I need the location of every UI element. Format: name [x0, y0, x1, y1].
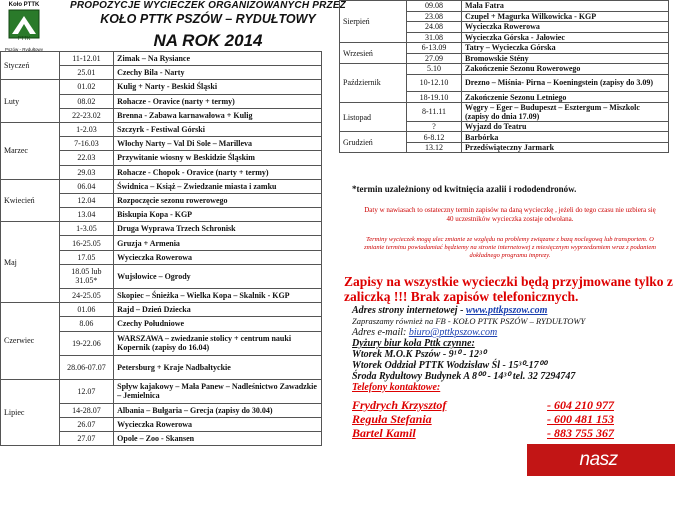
svg-text:PTTK: PTTK [17, 36, 31, 42]
deadline-note: Daty w nawiasach to ostateczny termin zapisów na daną wycieczkę , jeżeli do tego czasu nie uzbiera się 40 uczestników wycieczka zostaje odwołana. [364, 206, 656, 223]
phones-title: Telefony kontaktowe: [352, 382, 441, 393]
date-cell: 25.01 [59, 66, 114, 80]
date-cell: 22.03 [59, 151, 114, 165]
schedule-table-right [339, 0, 669, 153]
logo-bottom-text: Pszów - Rydułtowy [4, 47, 43, 52]
date-cell: 06.04 [59, 179, 114, 193]
date-cell: 18-19.10 [407, 92, 462, 103]
contacts-list [352, 398, 672, 440]
email-link[interactable]: biuro@pttkpszow.com [408, 327, 498, 338]
table-row [1, 80, 322, 94]
month-cell: Sierpień [340, 1, 407, 43]
date-cell: 6-8.12 [407, 132, 462, 143]
event-cell: Wujsłowice – Ogrody [114, 264, 322, 288]
event-cell: Kulig + Narty - Beskid Śląski [114, 80, 322, 94]
event-cell: Węgry – Eger – Budupeszt – Esztergum – Miszkolc (zapisy do dnia 17.09) [462, 102, 669, 121]
event-cell: Bromowskie Stény [462, 53, 669, 64]
table-row [340, 64, 669, 75]
date-cell: 7-16.03 [59, 137, 114, 151]
event-cell: Czechy Bila - Narty [114, 66, 322, 80]
event-cell: Opole – Zoo - Skansen [114, 432, 322, 446]
pttk-emblem-icon [3, 8, 45, 42]
event-cell: Szczyrk - Festiwal Górski [114, 122, 322, 136]
date-cell: 09.08 [407, 1, 462, 12]
event-cell: Skopiec – Śnieżka – Wielka Kopa – Skalnik - KGP [114, 288, 322, 302]
azalia-note: *termin uzależniony od kwitnięcia azalii i rododendronów. [352, 184, 577, 194]
table-row [1, 222, 322, 236]
event-cell: Świdnica – Książ – Zwiedzanie miasta i zamku [114, 179, 322, 193]
event-cell: Czechy Południowe [114, 317, 322, 331]
event-cell: Drezno – Miśnia- Pirna – Koeningstein (zapisy do 3.09) [462, 74, 669, 92]
event-cell: Włochy Narty – Val Di Sole – Marilleva [114, 137, 322, 151]
date-cell: 29.03 [59, 165, 114, 179]
date-cell: 10-12.10 [407, 74, 462, 92]
date-cell: 24.08 [407, 22, 462, 33]
event-cell: Barbórka [462, 132, 669, 143]
schedule-table-left [0, 51, 322, 446]
logo-top-text: Koło PTTK [8, 2, 40, 8]
contact-name: Reguła Stefania [352, 412, 432, 426]
contact-phone[interactable]: - 600 481 153 [547, 412, 614, 426]
contact-phone[interactable]: - 883 755 367 [547, 426, 614, 440]
date-cell: 8-11.11 [407, 102, 462, 121]
contact-name: Frydrych Krzysztof [352, 398, 447, 412]
event-cell: Mała Fatra [462, 1, 669, 12]
contact-name: Bartel Kamil [352, 426, 416, 440]
month-cell: Listopad [340, 102, 407, 132]
event-cell: WARSZAWA – zwiedzanie stolicy + centrum nauki Kopernik (zapisy do 16.04) [114, 331, 322, 355]
month-cell: Czerwiec [1, 303, 60, 380]
date-cell: 8.06 [59, 317, 114, 331]
event-cell: Albania – Bułgaria – Grecja (zapisy do 30.04) [114, 403, 322, 417]
table-row [1, 179, 322, 193]
date-cell: 31.08 [407, 32, 462, 43]
website-link[interactable]: www.pttkpszow.com [465, 305, 548, 316]
email-line: Adres e-mail: biuro@pttkpszow.com [352, 327, 498, 338]
month-cell: Styczeń [1, 52, 60, 80]
header-line-2: KOŁO PTTK PSZÓW – RYDUŁTOWY [100, 12, 316, 26]
date-cell: 17.05 [59, 250, 114, 264]
office-hours-1: Wtorek M.O.K Pszów - 9¹⁰ - 12³⁰ [352, 349, 487, 360]
date-cell: 14-28.07 [59, 403, 114, 417]
date-cell: 26.07 [59, 418, 114, 432]
event-cell: Wycieczka Rowerowa [114, 250, 322, 264]
month-cell: Październik [340, 64, 407, 103]
date-cell: 08.02 [59, 94, 114, 108]
date-cell: 13.04 [59, 208, 114, 222]
event-cell: Wycieczka Rowerowa [114, 418, 322, 432]
date-cell: 1-3.05 [59, 222, 114, 236]
contact-row [352, 398, 614, 412]
date-cell: 23.08 [407, 11, 462, 22]
month-cell: Grudzień [340, 132, 407, 153]
date-cell: 18.05 lub 31.05* [59, 264, 114, 288]
watermark-right: wodzisław.com [535, 481, 667, 502]
month-cell: Lipiec [1, 379, 60, 446]
date-cell: 5.10 [407, 64, 462, 75]
deposit-notice: Zapisy na wszystkie wycieczki będą przyjmowane tylko z zaliczką !!! Brak zapisów telefonicznych. [344, 274, 673, 304]
event-cell: Brenna - Zabawa karnawałowa + Kulig [114, 108, 322, 122]
month-cell: Maj [1, 222, 60, 303]
date-cell: 13.12 [407, 142, 462, 153]
event-cell: Wycieczka Rowerowa [462, 22, 669, 33]
event-cell: Spływ kajakowy – Mała Panew – Nadleśnictwo Zawadzkie – Jemielnica [114, 379, 322, 403]
event-cell: Biskupia Kopa - KGP [114, 208, 322, 222]
date-cell: 24-25.05 [59, 288, 114, 302]
date-cell: 12.07 [59, 379, 114, 403]
table-row [340, 43, 669, 54]
date-cell: 27.07 [59, 432, 114, 446]
office-hours-2: Wtorek Oddział PTTK Wodzisław Śl - 15³⁰-17⁰⁰ [352, 360, 547, 371]
header-title: NA ROK 2014 [153, 31, 263, 50]
event-cell: Wyjazd do Teatru [462, 121, 669, 132]
event-cell: Rozpoczęcie sezonu rowerowego [114, 193, 322, 207]
event-cell: Zimak – Na Rysiance [114, 52, 322, 66]
event-cell: Przedświąteczny Jarmark [462, 142, 669, 153]
table-row [340, 132, 669, 143]
event-cell: Rajd – Dzień Dziecka [114, 303, 322, 317]
table-row [1, 379, 322, 403]
date-cell: 1-2.03 [59, 122, 114, 136]
event-cell: Rohacze - Oravice (narty + termy) [114, 94, 322, 108]
table-row [340, 1, 669, 12]
date-cell: 12.04 [59, 193, 114, 207]
month-cell: Kwiecień [1, 179, 60, 222]
month-cell: Wrzesień [340, 43, 407, 64]
event-cell: Tatry – Wycieczka Górska [462, 43, 669, 54]
contact-phone[interactable]: - 604 210 977 [547, 398, 614, 412]
event-cell: Zakończenie Sezonu Rowerowego [462, 64, 669, 75]
date-cell: 01.06 [59, 303, 114, 317]
event-cell: Przywitanie wiosny w Beskidzie Śląskim [114, 151, 322, 165]
date-cell: 19-22.06 [59, 331, 114, 355]
facebook-line: Zapraszamy również na FB - KOŁO PTTK PSZÓW – RYDUŁTOWY [352, 316, 586, 326]
header-line-1: PROPOZYCJE WYCIECZEK ORGANIZOWANYCH PRZEZ [70, 0, 346, 11]
change-note: Terminy wycieczek mogą ulec zmianie ze względu na problemy związane z bazą noclegową lub transportem. O zmianie terminu powiadamiać będziemy na stronie internetowej z miesięcznym wyprzedzeniem wraz z podaniem dokładnego programu imprezy. [364, 236, 656, 259]
pttk-logo [3, 2, 45, 52]
date-cell: 27.09 [407, 53, 462, 64]
watermark-logo [527, 444, 675, 502]
date-cell: 11-12.01 [59, 52, 114, 66]
event-cell: Wycieczka Górska - Jałowiec [462, 32, 669, 43]
date-cell: 16-25.05 [59, 236, 114, 250]
table-row [340, 102, 669, 121]
date-cell: 6-13.09 [407, 43, 462, 54]
watermark-left: nasz [579, 449, 618, 470]
office-hours-title: Dyżury biur koła Pttk czynne: [352, 338, 475, 349]
contact-row [352, 426, 614, 440]
event-cell: Rohacze - Chopok - Oravice (narty + termy) [114, 165, 322, 179]
event-cell: Czupel + Magurka Wilkowicka - KGP [462, 11, 669, 22]
event-cell: Gruzja + Armenia [114, 236, 322, 250]
date-cell: 01.02 [59, 80, 114, 94]
event-cell: Zakończenie Sezonu Letniego [462, 92, 669, 103]
table-row [1, 303, 322, 317]
event-cell: Petersburg + Kraje Nadbałtyckie [114, 355, 322, 379]
date-cell: ? [407, 121, 462, 132]
month-cell: Marzec [1, 122, 60, 179]
month-cell: Luty [1, 80, 60, 123]
contact-row [352, 412, 614, 426]
event-cell: Druga Wyprawa Trzech Schronisk [114, 222, 322, 236]
date-cell: 22-23.02 [59, 108, 114, 122]
office-hours-3: Środa Rydułtowy Budynek A 8⁰⁰ - 14³⁰ tel. 32 7294747 [352, 371, 576, 382]
website-line: Adres strony internetowej - www.pttkpszow.com [352, 305, 548, 316]
date-cell: 28.06-07.07 [59, 355, 114, 379]
contact-info [352, 305, 672, 393]
table-row [1, 122, 322, 136]
table-row [1, 52, 322, 66]
